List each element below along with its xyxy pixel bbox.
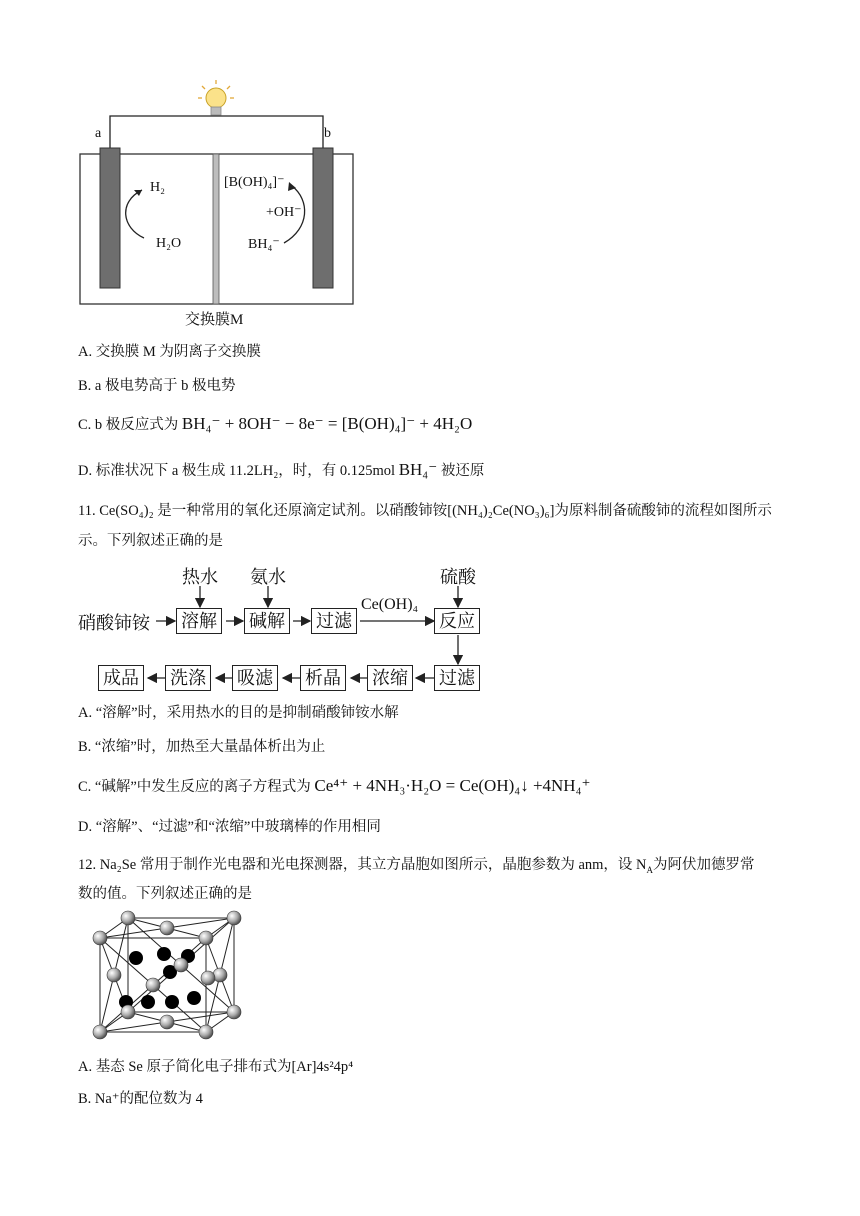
q11-option-c-equation: Ce⁴⁺ + 4NH₃·H₂O = Ce(OH)₄↓ +4NH₄⁺ [314,776,591,795]
crystal-cell-drawing [88,910,248,1045]
electrochemical-cell-figure [70,78,370,330]
q10-option-c-prefix: C. b 极反应式为 [78,417,179,433]
membrane-caption: 交换膜M [185,312,244,328]
q11-option-c [78,776,590,797]
flow-reagent-ammonia: 氨水 [250,567,286,587]
q10-option-b: B. a 极电势高于 b 极电势 [78,378,236,394]
flow-step-crystallize: 析晶 [300,665,346,691]
electrode-b [313,148,333,288]
oh-label: +OH⁻ [266,205,302,220]
electrochemical-cell-drawing [70,78,370,330]
q12-stem-line1-end: 为阿伏加德罗常 [653,857,755,873]
q12-stem-line2: 数的值。下列叙述正确的是 [78,886,252,902]
boh4-label: [B(OH)₄]⁻ [224,175,285,190]
q10-option-d-species: BH₄⁻ [398,460,438,479]
q11-stem-line1: 11. Ce(SO₄)₂ 是一种常用的氧化还原滴定试剂。以硝酸铈铵[(NH₄)₂Ce(NO₃)₆]为原料制备硫酸铈的流程如图所示 [78,503,772,519]
flow-step-suction: 吸滤 [232,665,278,691]
flow-arrow-label: Ce(OH)₄ [361,596,419,613]
flow-step-alkali: 碱解 [244,608,290,634]
flow-step-filter2: 过滤 [434,665,480,691]
flow-start-label: 硝酸铈铵 [78,613,150,633]
flow-reagent-hot-water: 热水 [182,567,218,587]
q11-option-d: D. “溶解”、“过滤”和“浓缩”中玻璃棒的作用相同 [78,819,381,835]
flow-step-concentrate: 浓缩 [367,665,413,691]
q11-option-b: B. “浓缩”时，加热至大量晶体析出为止 [78,739,326,755]
q11-option-a: A. “溶解”时，采用热水的目的是抑制硝酸铈铵水解 [78,705,399,721]
electrode-a-label: a [95,126,102,141]
flow-step-dissolve: 溶解 [176,608,222,634]
q12-option-a: A. 基态 Se 原子简化电子排布式为[Ar]4s²4p⁴ [78,1059,354,1075]
q10-option-d-prefix: D. 标准状况下 a 极生成 11.2LH₂，时，有 0.125mol [78,463,396,479]
electrode-a [100,148,120,288]
h2-label: H₂ [150,180,165,195]
electrode-b-label: b [324,126,331,141]
exchange-membrane [213,154,219,304]
q12-stem-na-subscript: A [646,864,654,875]
q11-option-c-prefix: C. “碱解”中发生反应的离子方程式为 [78,779,311,795]
q10-option-d [78,460,484,481]
q11-flowchart [78,560,498,695]
light-bulb-icon [198,80,234,115]
flow-step-wash: 洗涤 [165,665,211,691]
q10-option-d-suffix: 被还原 [440,463,485,479]
q10-option-c-equation: BH₄⁻ + 8OH⁻ − 8e⁻ = [B(OH)₄]⁻ + 4H₂O [181,414,473,433]
q12-stem-line1 [78,855,755,880]
q10-option-a: A. 交换膜 M 为阴离子交换膜 [78,344,261,360]
flow-step-product: 成品 [98,665,144,691]
crystal-cell-figure [88,910,248,1045]
flow-reagent-acid: 硫酸 [440,567,476,587]
flow-step-react: 反应 [434,608,480,634]
q11-stem-line2: 示。下列叙述正确的是 [78,533,223,549]
h2o-label: H₂O [156,236,182,251]
q12-option-b: B. Na⁺的配位数为 4 [78,1091,203,1107]
q10-option-c [78,414,472,435]
flow-step-filter1: 过滤 [311,608,357,634]
bh4-label: BH₄⁻ [248,237,280,252]
q12-stem-line1-text: 12. Na₂Se 常用于制作光电器和光电探测器，其立方晶胞如图所示，晶胞参数为 anm，设 N [78,857,647,873]
